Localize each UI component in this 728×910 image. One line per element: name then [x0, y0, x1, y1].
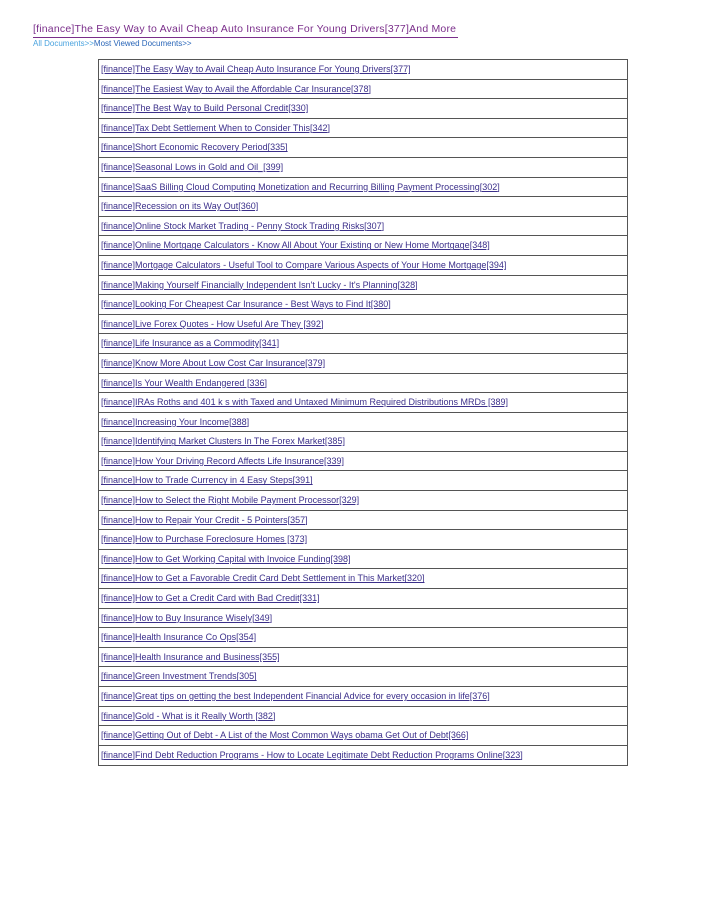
document-list-item[interactable] — [99, 491, 627, 511]
document-list-item[interactable] — [99, 530, 627, 550]
document-link[interactable]: [finance]How to Get a Credit Card with Bad Credit[331] — [101, 593, 320, 604]
document-list-item[interactable] — [99, 315, 627, 335]
page-title: [finance]The Easy Way to Avail Cheap Auto Insurance For Young Drivers[377]And More — [33, 23, 457, 35]
document-link[interactable]: [finance]How to Repair Your Credit - 5 Pointers[357] — [101, 514, 308, 525]
document-link[interactable]: [finance]Seasonal Lows in Gold and Oil_[399] — [101, 161, 284, 172]
document-list-item[interactable] — [99, 746, 627, 766]
document-list-item[interactable] — [99, 471, 627, 491]
document-list — [98, 59, 628, 766]
document-link[interactable]: [finance]Tax Debt Settlement When to Consider This[342] — [101, 122, 330, 133]
document-list-item[interactable] — [99, 569, 627, 589]
document-list-item[interactable] — [99, 589, 627, 609]
document-link[interactable]: [finance]How to Trade Currency in 4 Easy Steps[391] — [101, 475, 313, 486]
document-link[interactable]: [finance]IRAs Roths and 401 k s with Taxed and Untaxed Minimum Required Distributions MRDs [389] — [101, 397, 509, 408]
document-list-item[interactable] — [99, 413, 627, 433]
document-list-item[interactable] — [99, 276, 627, 296]
document-link[interactable]: [finance]Short Economic Recovery Period[335] — [101, 142, 288, 153]
document-link[interactable]: [finance]Online Stock Market Trading - Penny Stock Trading Risks[307] — [101, 220, 385, 231]
document-list-item[interactable] — [99, 80, 627, 100]
document-list-item[interactable] — [99, 334, 627, 354]
document-list-item[interactable] — [99, 687, 627, 707]
document-list-item[interactable] — [99, 158, 627, 178]
document-link[interactable]: [finance]The Easy Way to Avail Cheap Auto Insurance For Young Drivers[377] — [101, 64, 411, 74]
breadcrumb — [33, 39, 192, 48]
document-link[interactable]: [finance]Health Insurance and Business[355] — [101, 651, 280, 662]
document-list-item[interactable] — [99, 178, 627, 198]
document-link[interactable]: [finance]Is Your Wealth Endangered [336] — [101, 377, 267, 388]
document-link[interactable]: [finance]How to Buy Insurance Wisely[349] — [101, 612, 273, 623]
document-list-item[interactable] — [99, 432, 627, 452]
document-link[interactable]: [finance]How to Get a Favorable Credit Card Debt Settlement in This Market[320] — [101, 573, 425, 584]
document-link[interactable]: [finance]How to Get Working Capital with Invoice Funding[398] — [101, 553, 351, 564]
document-link[interactable]: [finance]Life Insurance as a Commodity[341] — [101, 338, 280, 349]
document-link[interactable]: [finance]Identifying Market Clusters In The Forex Market[385] — [101, 436, 345, 447]
document-list-item[interactable] — [99, 374, 627, 394]
document-list-item[interactable] — [99, 609, 627, 629]
title-underline — [33, 37, 458, 38]
document-link[interactable]: [finance]Making Yourself Financially Independent Isn't Lucky - It's Planning[328] — [101, 279, 418, 290]
document-list-item[interactable] — [99, 256, 627, 276]
document-link[interactable]: [finance]How Your Driving Record Affects Life Insurance[339] — [101, 455, 344, 466]
document-list-item[interactable] — [99, 393, 627, 413]
document-link[interactable]: [finance]Gold - What is it Really Worth [382] — [101, 710, 276, 721]
document-link[interactable]: [finance]Health Insurance Co Ops[354] — [101, 632, 257, 643]
document-list-item[interactable] — [99, 452, 627, 472]
document-link[interactable]: [finance]Online Mortgage Calculators - Know All About Your Existing or New Home Mortgage[348] — [101, 240, 490, 251]
breadcrumb-all-documents-link[interactable]: All Documents — [33, 39, 85, 48]
document-list-item[interactable] — [99, 197, 627, 217]
document-link[interactable]: [finance]Getting Out of Debt - A List of the Most Common Ways obama Get Out of Debt[366] — [101, 730, 469, 741]
document-link[interactable]: [finance]Know More About Low Cost Car Insurance[379] — [101, 357, 326, 368]
document-list-item[interactable] — [99, 99, 627, 119]
document-link[interactable]: [finance]Live Forex Quotes - How Useful Are They [392] — [101, 318, 324, 329]
document-list-item[interactable] — [99, 295, 627, 315]
document-link[interactable]: [finance]The Best Way to Build Personal Credit[330] — [101, 103, 309, 114]
document-list-item[interactable] — [99, 217, 627, 237]
document-link[interactable]: [finance]Find Debt Reduction Programs - How to Locate Legitimate Debt Reduction Programs Online[323] — [101, 749, 523, 760]
breadcrumb-most-viewed-link[interactable]: Most Viewed Documents>> — [93, 39, 192, 48]
document-list-item[interactable] — [99, 354, 627, 374]
document-link[interactable]: [finance]The Easiest Way to Avail the Affordable Car Insurance[378] — [101, 83, 371, 94]
document-link[interactable]: [finance]Looking For Cheapest Car Insurance - Best Ways to Find It[380] — [101, 299, 391, 310]
document-link[interactable]: [finance]Recession on its Way Out[360] — [101, 201, 259, 212]
document-link[interactable]: [finance]Mortgage Calculators - Useful Tool to Compare Various Aspects of Your Home Mortgage[394] — [101, 259, 507, 270]
document-list-item[interactable] — [99, 667, 627, 687]
document-link[interactable]: [finance]How to Select the Right Mobile Payment Processor[329] — [101, 495, 360, 506]
document-list-item[interactable] — [99, 707, 627, 727]
document-list-item[interactable] — [99, 138, 627, 158]
document-list-item[interactable] — [99, 628, 627, 648]
document-list-item[interactable] — [99, 550, 627, 570]
document-list-item[interactable] — [99, 119, 627, 139]
document-list-item[interactable] — [99, 648, 627, 668]
document-link[interactable]: [finance]SaaS Billing Cloud Computing Monetization and Recurring Billing Payment Processing[302] — [101, 181, 500, 192]
document-link[interactable]: [finance]Increasing Your Income[388] — [101, 416, 250, 427]
document-list-item[interactable] — [99, 511, 627, 531]
document-list-item[interactable] — [99, 60, 627, 80]
document-link[interactable]: [finance]Great tips on getting the best Independent Financial Advice for every occasion in life[376] — [101, 691, 490, 701]
document-link[interactable]: [finance]How to Purchase Foreclosure Homes [373] — [101, 534, 308, 545]
breadcrumb-separator: >> — [84, 39, 94, 48]
document-list-item[interactable] — [99, 236, 627, 256]
document-list-item[interactable] — [99, 726, 627, 746]
document-link[interactable]: [finance]Green Investment Trends[305] — [101, 671, 257, 682]
